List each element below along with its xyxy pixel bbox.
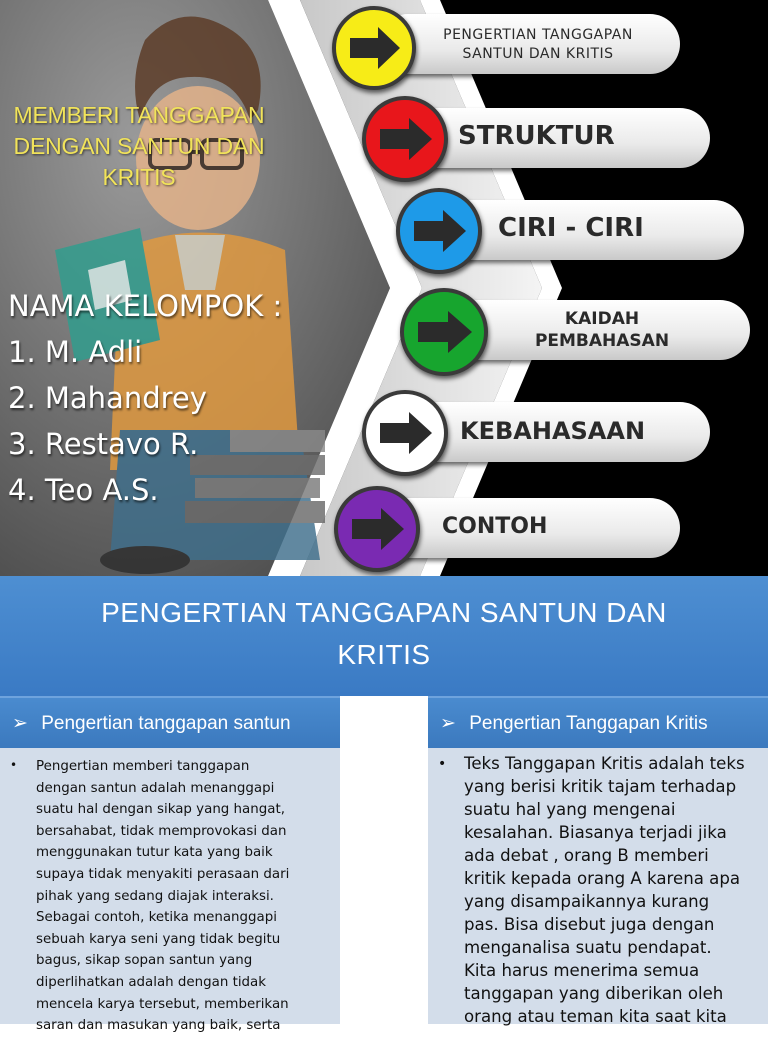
menu-label: KEBAHASAAN (460, 417, 646, 445)
right-column-header (428, 696, 768, 748)
definition-slide (0, 576, 768, 1034)
text-line: suatu hal yang mengenai (464, 800, 676, 819)
member-4: 4. Teo A.S. (8, 473, 159, 507)
text-line: pas. Bisa disebut juga dengan (464, 915, 715, 934)
right-arrow-icon (400, 192, 478, 270)
cover-title-line-2: DENGAN SANTUN DAN (13, 133, 265, 159)
left-column-heading (12, 712, 291, 735)
text-line: mencela karya tersebut, memberikan (36, 996, 289, 1012)
menu-pill[interactable] (436, 200, 744, 260)
left-definition-text (36, 756, 332, 1037)
text-line: menganalisa suatu pendapat. (464, 938, 712, 957)
text-line: orang atau teman kita saat kita (464, 1007, 727, 1026)
menu-pill[interactable] (378, 14, 680, 74)
menu-label: STRUKTUR (458, 121, 615, 151)
text-line: kritik kepada orang A karena apa (464, 869, 741, 888)
text-line: ada debat , orang B memberi (464, 846, 709, 865)
text-line: supaya tidak menyakiti perasaan dari (36, 866, 290, 882)
text-line: yang disampaikannya kurang (464, 892, 710, 911)
text-line: tanggapan yang diberikan oleh (464, 984, 724, 1003)
left-heading-text: Pengertian tanggapan santun (41, 713, 291, 734)
text-line: diperlihatkan adalah dengan tidak (36, 974, 267, 990)
text-line: sebuah karya seni yang tidak begitu (36, 931, 281, 947)
bullet: • (438, 756, 447, 772)
menu-label-line: PEMBAHASAN (534, 331, 670, 351)
left-column-body (0, 748, 340, 1034)
heading-marker: ➢ (440, 713, 456, 734)
text-line: Sebagai contoh, ketika menanggapi (36, 910, 277, 926)
right-column-heading (440, 712, 708, 735)
menu-item-kaidah[interactable] (400, 300, 752, 362)
text-line: menggunakan tutur kata yang baik (36, 845, 273, 861)
menu-label-line: SANTUN DAN KRITIS (462, 46, 614, 62)
blue-circle[interactable] (396, 188, 482, 274)
text-line: yang berisi kritik tajam terhadap (464, 777, 737, 796)
menu-item-kebahasaan[interactable] (362, 402, 712, 464)
member-1: 1. M. Adli (8, 335, 143, 369)
text-line: suatu hal dengan sikap yang hangat, (36, 802, 285, 818)
slide-title-line: PENGERTIAN TANGGAPAN SANTUN DAN (101, 597, 667, 628)
right-arrow-icon (366, 100, 444, 178)
text-line: saran dan masukan yang baik, serta (36, 1018, 281, 1034)
menu-item-ciri-ciri[interactable] (396, 200, 746, 262)
green-circle[interactable] (400, 288, 488, 376)
right-definition-text (464, 752, 770, 1028)
right-arrow-icon (336, 10, 412, 86)
member-3: 3. Restavo R. (8, 427, 199, 461)
menu-pill[interactable] (402, 108, 710, 168)
left-column-header (0, 696, 340, 748)
yellow-circle[interactable] (332, 6, 416, 90)
text-line: bersahabat, tidak memprovokasi dan (36, 823, 287, 839)
right-arrow-icon (338, 490, 416, 568)
column-gap (340, 696, 428, 1024)
right-column-body (428, 748, 768, 1024)
menu-item-struktur[interactable] (362, 108, 712, 170)
text-line: bagus, sikap sopan santun yang (36, 953, 253, 969)
menu-item-contoh[interactable] (334, 498, 682, 560)
text-line: dengan santun adalah menanggapi (36, 780, 275, 796)
red-circle[interactable] (362, 96, 448, 182)
right-arrow-icon (404, 292, 484, 372)
menu-label: CONTOH (442, 514, 548, 539)
white-circle[interactable] (362, 390, 448, 476)
menu-label-line: PENGERTIAN TANGGAPAN (443, 27, 633, 43)
cover-title-line-3: KRITIS (102, 164, 176, 190)
heading-marker: ➢ (12, 713, 28, 734)
menu-label-line: KAIDAH (564, 309, 640, 329)
group-heading: NAMA KELOMPOK : (8, 289, 283, 323)
purple-circle[interactable] (334, 486, 420, 572)
cover-title-line-1: MEMBERI TANGGAPAN (13, 102, 265, 128)
menu-pill[interactable] (402, 402, 710, 462)
text-line: Pengertian memberi tanggapan (36, 759, 250, 774)
slide-title (0, 592, 768, 676)
slide-title-line: KRITIS (337, 639, 431, 670)
text-line: Teks Tanggapan Kritis adalah teks (464, 754, 745, 773)
slide-header (0, 576, 768, 696)
text-line: Kita harus menerima semua (464, 961, 700, 980)
member-2: 2. Mahandrey (8, 381, 207, 415)
text-line: kesalahan. Biasanya terjadi jika (464, 823, 727, 842)
text-line: pihak yang sedang diajak interaksi. (36, 888, 274, 904)
group-members (8, 283, 282, 513)
right-arrow-icon (366, 394, 444, 472)
bullet: • (10, 758, 18, 772)
right-heading-text: Pengertian Tanggapan Kritis (469, 713, 708, 734)
menu-item-pengertian[interactable] (332, 14, 682, 76)
menu-label: CIRI - CIRI (498, 213, 644, 243)
